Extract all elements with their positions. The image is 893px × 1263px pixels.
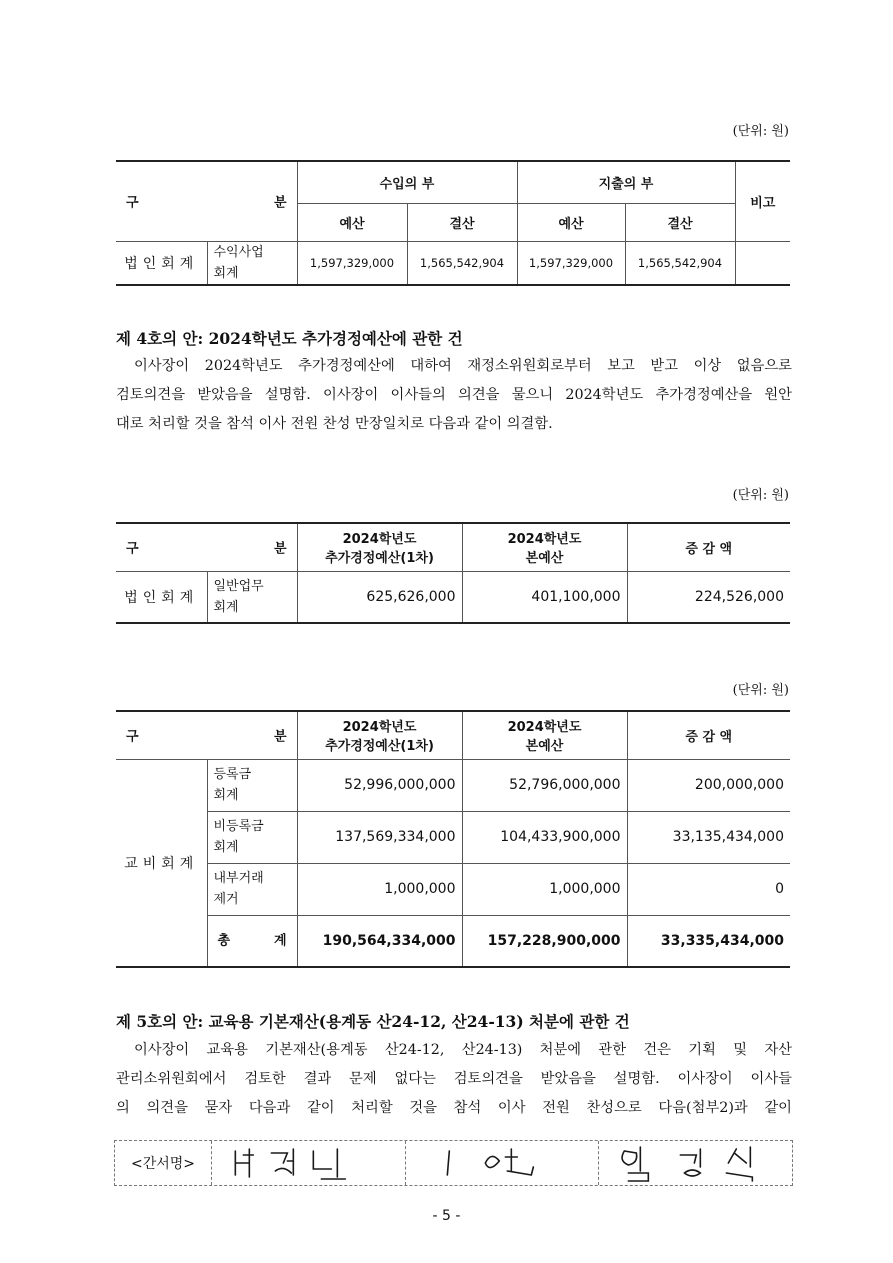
supplementary-value: 1,000,000 <box>297 863 462 915</box>
difference-value: 33,135,434,000 <box>627 811 790 863</box>
agenda5-heading: 제 5호의 안: 교육용 기본재산(용계동 산24-12, 산24-13) 처분에 관한 건 <box>116 1012 630 1031</box>
signature-label: <간서명> <box>115 1141 212 1185</box>
settlement-table <box>116 160 790 286</box>
income-budget-cell: 1,597,329,000 <box>297 241 407 285</box>
supplementary-value: 625,626,000 <box>297 571 462 623</box>
total-supplementary-value: 190,564,334,000 <box>297 915 462 967</box>
difference-value: 0 <box>627 863 790 915</box>
difference-header: 증 감 액 <box>627 711 790 759</box>
main-budget-header: 2024학년도 본예산 <box>462 711 627 759</box>
corporate-budget-table <box>116 522 790 624</box>
total-difference-value: 33,335,434,000 <box>627 915 790 967</box>
income-budget-header: 예산 <box>297 203 407 241</box>
main-budget-header: 2024학년도 본예산 <box>462 523 627 571</box>
expense-settle-header: 결산 <box>625 203 735 241</box>
gubun-header: 구 분 <box>116 523 297 571</box>
supplementary-budget-header: 2024학년도 추가경정예산(1차) <box>297 711 462 759</box>
main-value: 401,100,000 <box>462 571 627 623</box>
agenda5-paragraph: 이사장이 교육용 기본재산(용계동 산24-12, 산24-13) 처분에 관한 건은 기획 및 자산 관리소위원회에서 검토한 결과 문제 없다는 검토의견을 받았음을 설명함. 이사장이 이사들 의 의견을 묻자 다음과 같이 처리할 것을 참석 이사 전원 찬성으로 다음(첨부2)과 같이 <box>116 1042 792 1116</box>
income-settle-cell: 1,565,542,904 <box>407 241 517 285</box>
gubun-header: 구 분 <box>116 161 297 241</box>
supplementary-value: 52,996,000,000 <box>297 759 462 811</box>
school-budget-table <box>116 710 790 968</box>
total-label-cell: 총 계 <box>207 915 297 967</box>
page-number: - 5 - <box>432 1208 461 1224</box>
handwritten-signature-1 <box>212 1141 405 1185</box>
total-main-value: 157,228,900,000 <box>462 915 627 967</box>
table-row <box>116 241 790 285</box>
income-settle-header: 결산 <box>407 203 517 241</box>
category-cell: 법인회계 <box>116 241 207 285</box>
gubun-header: 구 분 <box>116 711 297 759</box>
supplementary-budget-header: 2024학년도 추가경정예산(1차) <box>297 523 462 571</box>
subcategory-cell: 비등록금 회계 <box>207 811 297 863</box>
signature-1 <box>212 1141 406 1185</box>
agenda4-paragraph: 이사장이 2024학년도 추가경정예산에 대하여 재정소위원회로부터 보고 받고 이상 없음으로 검토의견을 받았음을 설명함. 이사장이 이사들의 의견을 물으니 2024학년도 추가경정예산을 원안 대로 처리할 것을 참석 이사 전원 찬성 만장일치로 다음과 같이 의결함. <box>116 358 792 432</box>
difference-value: 224,526,000 <box>627 571 790 623</box>
note-cell <box>735 241 790 285</box>
note-header: 비고 <box>735 161 790 241</box>
expense-budget-cell: 1,597,329,000 <box>517 241 625 285</box>
difference-value: 200,000,000 <box>627 759 790 811</box>
agenda4-heading: 제 4호의 안: 2024학년도 추가경정예산에 관한 건 <box>116 329 463 348</box>
category-cell: 법인회계 <box>116 571 207 623</box>
table-row <box>116 811 790 863</box>
subcategory-cell: 내부거래 제거 <box>207 863 297 915</box>
table-row <box>116 759 790 811</box>
unit-label: (단위: 원) <box>732 488 789 503</box>
expense-budget-header: 예산 <box>517 203 625 241</box>
expense-settle-cell: 1,565,542,904 <box>625 241 735 285</box>
total-row <box>116 915 790 967</box>
main-value: 1,000,000 <box>462 863 627 915</box>
table-row <box>116 863 790 915</box>
unit-label: (단위: 원) <box>732 124 789 139</box>
handwritten-signature-2 <box>406 1141 599 1185</box>
main-value: 52,796,000,000 <box>462 759 627 811</box>
expense-header: 지출의 부 <box>517 161 735 203</box>
subcategory-cell: 수익사업 회계 <box>207 241 297 285</box>
difference-header: 증 감 액 <box>627 523 790 571</box>
unit-label: (단위: 원) <box>732 683 789 698</box>
income-header: 수입의 부 <box>297 161 517 203</box>
table-row <box>116 571 790 623</box>
subcategory-cell: 일반업무 회계 <box>207 571 297 623</box>
category-cell: 교비회계 <box>116 759 207 967</box>
signature-box <box>114 1140 793 1186</box>
main-value: 104,433,900,000 <box>462 811 627 863</box>
signature-3 <box>599 1141 792 1185</box>
signature-2 <box>406 1141 600 1185</box>
handwritten-signature-3 <box>599 1141 792 1185</box>
supplementary-value: 137,569,334,000 <box>297 811 462 863</box>
subcategory-cell: 등록금 회계 <box>207 759 297 811</box>
